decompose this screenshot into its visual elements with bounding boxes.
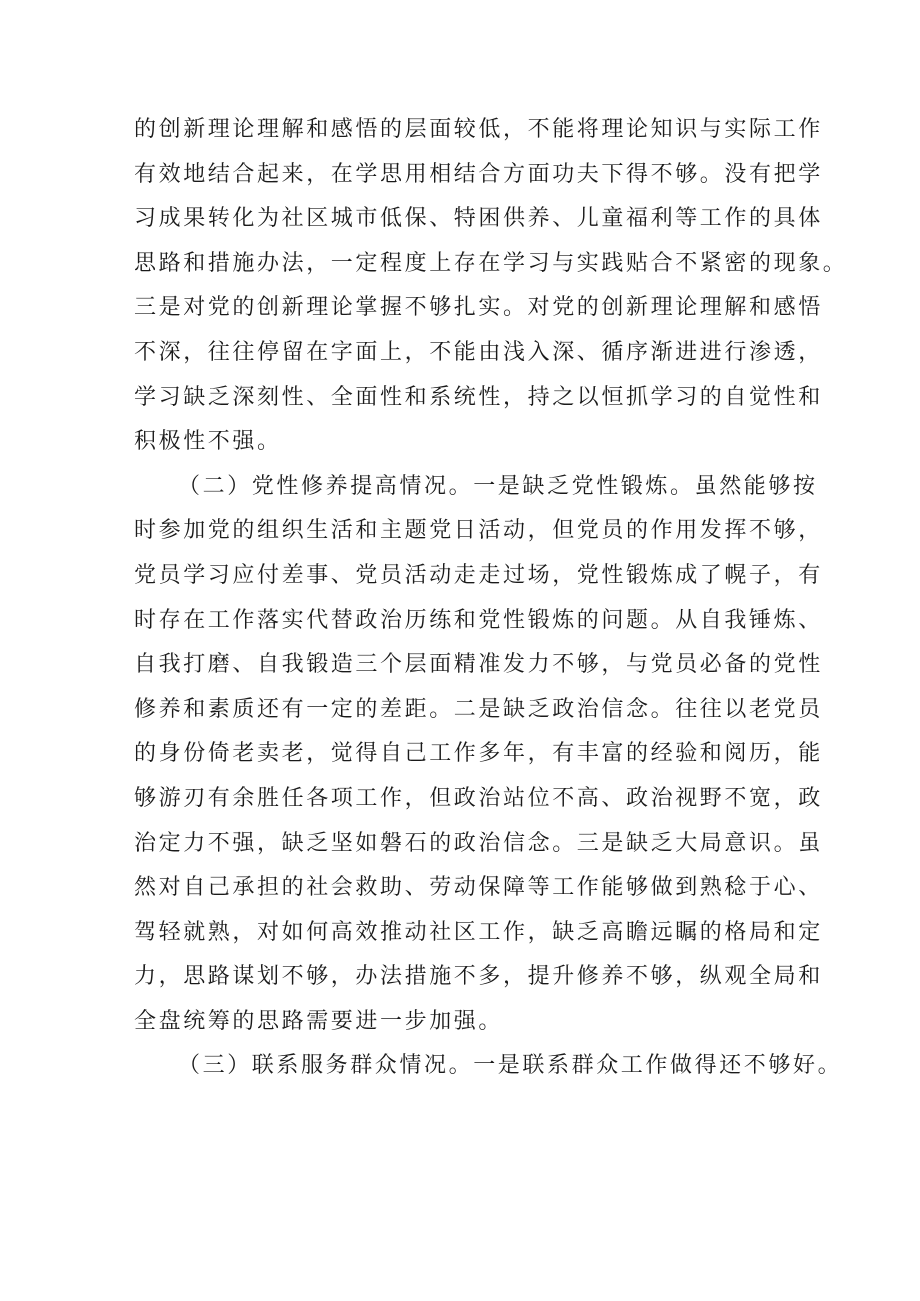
text-line: 党员学习应付差事、党员活动走走过场，党性锻炼成了幌子，有 xyxy=(134,562,823,588)
text-line: 时参加党的组织生活和主题党日活动，但党员的作用发挥不够， xyxy=(134,518,823,544)
text-line: 有效地结合起来，在学思用相结合方面功夫下得不够。没有把学 xyxy=(134,161,823,187)
body-text xyxy=(134,108,848,1089)
text-line: 够游刃有余胜任各项工作，但政治站位不高、政治视野不宽，政 xyxy=(134,785,823,811)
text-line: 然对自己承担的社会救助、劳动保障等工作能够做到熟稔于心、 xyxy=(134,875,823,901)
text-line: 修养和素质还有一定的差距。二是缺乏政治信念。往往以老党员 xyxy=(134,696,823,722)
text-line: 的身份倚老卖老，觉得自己工作多年，有丰富的经验和阅历，能 xyxy=(134,741,823,767)
text-line: 驾轻就熟，对如何高效推动社区工作，缺乏高瞻远瞩的格局和定 xyxy=(134,919,823,945)
text-line: 积极性不强。 xyxy=(134,429,282,455)
text-line: 力，思路谋划不够，办法措施不多，提升修养不够，纵观全局和 xyxy=(134,964,823,990)
text-line: 的创新理论理解和感悟的层面较低，不能将理论知识与实际工作 xyxy=(134,117,823,142)
text-line: 思路和措施办法，一定程度上存在学习与实践贴合不紧密的现象。 xyxy=(134,250,848,276)
text-line: 不深，往往停留在字面上，不能由浅入深、循序渐进进行渗透， xyxy=(134,339,823,365)
text-line: 全盘统筹的思路需要进一步加强。 xyxy=(134,1008,504,1034)
section-heading-line: （二）党性修养提高情况。一是缺乏党性锻炼。虽然能够按 xyxy=(178,473,818,499)
text-line: 时存在工作落实代替政治历练和党性锻炼的问题。从自我锤炼、 xyxy=(134,607,823,633)
text-line: 学习缺乏深刻性、全面性和系统性，持之以恒抓学习的自觉性和 xyxy=(134,384,823,410)
text-line: 治定力不强，缺乏坚如磐石的政治信念。三是缺乏大局意识。虽 xyxy=(134,830,823,856)
section-heading-line: （三）联系服务群众情况。一是联系群众工作做得还不够好。 xyxy=(178,1053,843,1079)
text-line: 习成果转化为社区城市低保、特困供养、儿童福利等工作的具体 xyxy=(134,206,823,232)
text-line: 三是对党的创新理论掌握不够扎实。对党的创新理论理解和感悟 xyxy=(134,295,823,321)
text-line: 自我打磨、自我锻造三个层面精准发力不够，与党员必备的党性 xyxy=(134,652,823,678)
